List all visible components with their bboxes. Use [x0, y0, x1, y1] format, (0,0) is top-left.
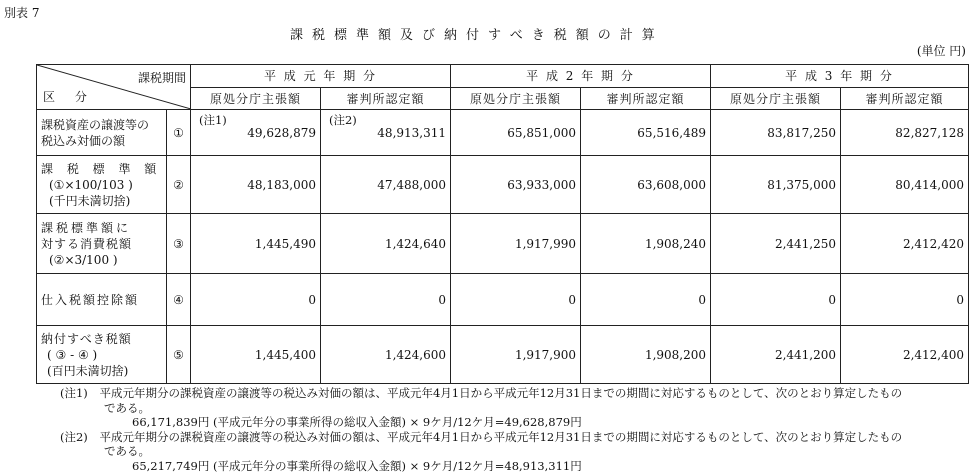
- notes-section: [60, 386, 965, 473]
- diag-top-label: 課税期間: [137, 71, 186, 85]
- row-number: ②: [167, 156, 191, 214]
- value-cell: 63,608,000: [581, 156, 711, 214]
- value-cell: 1,445,490: [191, 214, 321, 274]
- row-label-line: 仕入税額控除額: [41, 292, 140, 307]
- value-cell: 1,908,240: [581, 214, 711, 274]
- row-label: [37, 156, 167, 214]
- value-cell: 2,412,400: [841, 326, 969, 384]
- note-formula: 66,171,839円 (平成元年分の事業所得の総収入金額) × 9ケ月/12ケ月=49,628,879円: [132, 415, 582, 429]
- row-number: ①: [167, 110, 191, 156]
- value-cell: 47,488,000: [321, 156, 451, 214]
- diag-bottom-label: 区 分: [43, 90, 95, 104]
- diagonal-header-cell: [37, 65, 191, 110]
- row-number: ③: [167, 214, 191, 274]
- note-tag: (注1): [60, 386, 88, 400]
- value-cell: 65,851,000: [451, 110, 581, 156]
- value-cell: 0: [711, 274, 841, 326]
- value-cell: 0: [581, 274, 711, 326]
- row-label-line: 納付すべき税額: [41, 331, 132, 346]
- note-text: 平成元年期分の課税資産の譲渡等の税込み対価の額は、平成元年4月1日から平成元年12月31日までの期間に対応するものとして、次のとおり算定したもの: [99, 386, 903, 400]
- note-tag: (注2): [329, 113, 357, 127]
- sub-header-claim: 原処分庁主張額: [191, 87, 321, 110]
- note-1: [60, 386, 965, 401]
- table-row: [37, 110, 969, 156]
- table-row: [37, 274, 969, 326]
- value-cell: 2,441,250: [711, 214, 841, 274]
- sub-header-tribunal: 審判所認定額: [321, 87, 451, 110]
- value-cell: 2,412,420: [841, 214, 969, 274]
- value-cell: 0: [451, 274, 581, 326]
- value-cell: 1,424,600: [321, 326, 451, 384]
- value-cell: 1,917,900: [451, 326, 581, 384]
- table-row: [37, 214, 969, 274]
- value-cell: 0: [841, 274, 969, 326]
- value-cell: 48,183,000: [191, 156, 321, 214]
- period-header-2: 平 成 2 年 期 分: [451, 65, 711, 88]
- value-cell: 83,817,250: [711, 110, 841, 156]
- row-label: [37, 214, 167, 274]
- document-title: 課税標準額及び納付すべき税額の計算: [290, 28, 664, 43]
- note-2: [60, 430, 965, 445]
- row-number: ④: [167, 274, 191, 326]
- row-label-line: 課税標準額に: [41, 220, 132, 235]
- value-cell: 1,908,200: [581, 326, 711, 384]
- sub-header-tribunal: 審判所認定額: [841, 87, 969, 110]
- row-label-line: ( ③ - ④ ): [47, 347, 98, 362]
- unit-label: (単位 円): [916, 44, 966, 58]
- row-label: [37, 110, 167, 156]
- note-continuation: である。: [104, 400, 150, 415]
- value-cell: [321, 110, 451, 156]
- note-continuation: である。: [104, 444, 150, 458]
- value-text: 49,628,879: [247, 125, 316, 140]
- value-cell: [191, 110, 321, 156]
- value-cell: 0: [321, 274, 451, 326]
- document-label: 別表 7: [4, 6, 40, 20]
- value-cell: 63,933,000: [451, 156, 581, 214]
- value-cell: 1,917,990: [451, 214, 581, 274]
- value-cell: 1,445,400: [191, 326, 321, 384]
- note-tag: (注1): [199, 113, 227, 127]
- row-label-line: (①×100/103 ): [49, 177, 133, 192]
- value-cell: 82,827,128: [841, 110, 969, 156]
- row-label: [37, 326, 167, 384]
- row-number: ⑤: [167, 326, 191, 384]
- row-label-line: (千円未満切捨): [49, 193, 131, 208]
- period-header-3: 平 成 3 年 期 分: [711, 65, 969, 88]
- table-row: [37, 156, 969, 214]
- row-label: [37, 274, 167, 326]
- value-cell: 80,414,000: [841, 156, 969, 214]
- row-label-line: 課税資産の譲渡等の: [41, 117, 150, 132]
- row-label-line: 課 税 標 準 額: [41, 161, 162, 176]
- value-cell: 65,516,489: [581, 110, 711, 156]
- sub-header-claim: 原処分庁主張額: [711, 87, 841, 110]
- sub-header-tribunal: 審判所認定額: [581, 87, 711, 110]
- row-label-line: 税込み対価の額: [41, 133, 126, 148]
- value-text: 48,913,311: [377, 125, 447, 140]
- row-label-line: (百円未満切捨): [47, 363, 129, 378]
- note-formula: 65,217,749円 (平成元年分の事業所得の総収入金額) × 9ケ月/12ケ月=48,913,311円: [132, 458, 582, 473]
- value-cell: 2,441,200: [711, 326, 841, 384]
- value-cell: 0: [191, 274, 321, 326]
- period-header-1: 平 成 元 年 期 分: [191, 65, 451, 88]
- value-cell: 1,424,640: [321, 214, 451, 274]
- value-cell: 81,375,000: [711, 156, 841, 214]
- row-label-line: 対する消費税額: [41, 236, 133, 251]
- note-text: 平成元年期分の課税資産の譲渡等の税込み対価の額は、平成元年4月1日から平成元年12月31日までの期間に対応するものとして、次のとおり算定したもの: [99, 429, 903, 444]
- header-row-periods: [37, 65, 969, 88]
- row-label-line: (②×3/100 ): [49, 252, 118, 267]
- table-row: [37, 326, 969, 384]
- note-tag: (注2): [60, 429, 88, 444]
- calculation-table: [36, 64, 969, 384]
- sub-header-claim: 原処分庁主張額: [451, 87, 581, 110]
